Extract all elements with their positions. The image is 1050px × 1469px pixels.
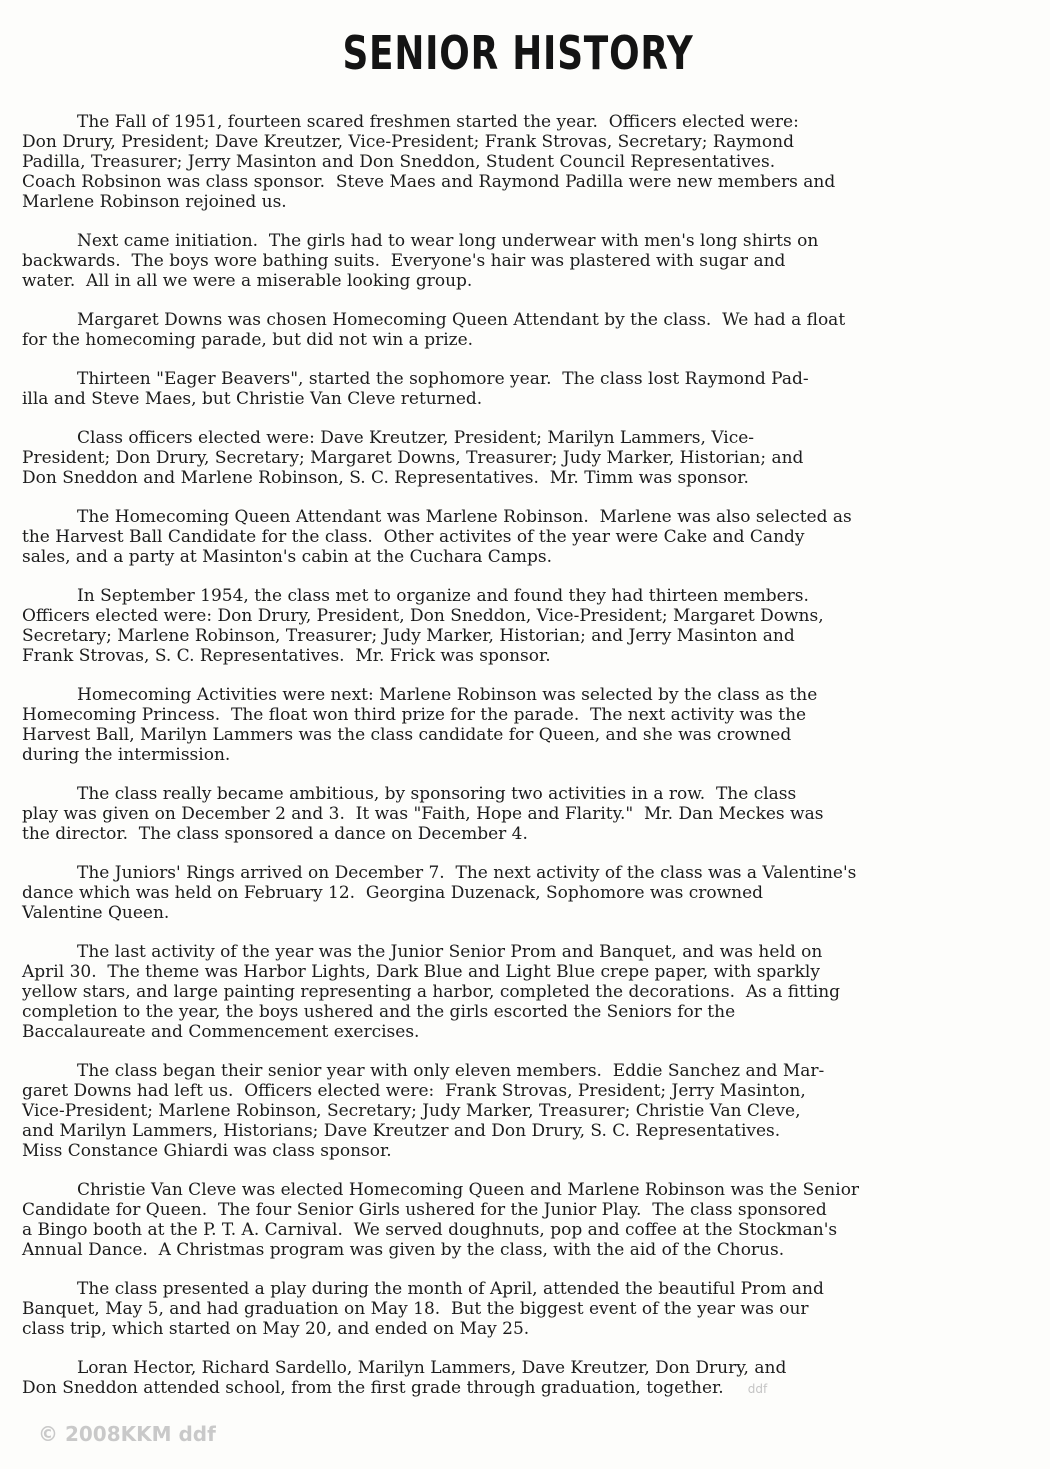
paragraph-line bbox=[22, 1081, 1022, 1101]
paragraph bbox=[22, 1061, 1022, 1161]
paragraph-line-text: and Marilyn Lammers, Historians; Dave Kreutzer and Don Drury, S. C. Representatives. bbox=[22, 1121, 781, 1141]
paragraph-line-text: Frank Strovas, S. C. Representatives. Mr. Frick was sponsor. bbox=[22, 646, 551, 666]
paragraph-line bbox=[22, 1220, 1022, 1240]
paragraph-line bbox=[22, 586, 1022, 606]
paragraph-line bbox=[22, 982, 1022, 1002]
paragraph-line-text: a Bingo booth at the P. T. A. Carnival. We served doughnuts, pop and coffee at the Stockman's bbox=[22, 1220, 838, 1240]
paragraph-line-text: Thirteen "Eager Beavers", started the sophomore year. The class lost Raymond Pad- bbox=[77, 369, 809, 389]
paragraph-line bbox=[22, 942, 1022, 962]
paragraph-line-text: Officers elected were: Don Drury, President, Don Sneddon, Vice-President; Margaret Downs, bbox=[22, 606, 824, 626]
paragraph bbox=[22, 428, 1022, 488]
paragraph-line bbox=[22, 685, 1022, 705]
paragraph-line-text: Harvest Ball, Marilyn Lammers was the class candidate for Queen, and she was crowned bbox=[22, 725, 792, 745]
paragraph-line-text: the Harvest Ball Candidate for the class. Other activites of the year were Cake and Candy bbox=[22, 527, 805, 547]
paragraph-line-text: Don Sneddon and Marlene Robinson, S. C. Representatives. Mr. Timm was sponsor. bbox=[22, 468, 749, 488]
paragraph-line bbox=[22, 428, 1022, 448]
paragraph-line-text: Vice-President; Marlene Robinson, Secretary; Judy Marker, Treasurer; Christie Van Cleve, bbox=[22, 1101, 801, 1121]
paragraph-line bbox=[22, 172, 1022, 192]
paragraph-line bbox=[22, 804, 1022, 824]
page-title: SENIOR HISTORY bbox=[342, 26, 694, 80]
paragraph-line-text: Valentine Queen. bbox=[22, 903, 170, 923]
paragraph bbox=[22, 586, 1022, 666]
paragraph bbox=[22, 784, 1022, 844]
paragraph-line bbox=[22, 112, 1022, 132]
history-body bbox=[22, 112, 1022, 1418]
paragraph-line bbox=[22, 725, 1022, 745]
paragraph-line bbox=[22, 251, 1022, 271]
paragraph-line-text: President; Don Drury, Secretary; Margaret Downs, Treasurer; Judy Marker, Historian; and bbox=[22, 448, 804, 468]
paragraph-line-text: play was given on December 2 and 3. It was "Faith, Hope and Flarity." Mr. Dan Meckes was bbox=[22, 804, 824, 824]
paragraph-line bbox=[22, 448, 1022, 468]
paragraph-line-text: for the homecoming parade, but did not win a prize. bbox=[22, 330, 474, 350]
paragraph-line-text: illa and Steve Maes, but Christie Van Cleve returned. bbox=[22, 389, 483, 409]
paragraph-line-text: Next came initiation. The girls had to wear long underwear with men's long shirts on bbox=[77, 231, 819, 251]
paragraph bbox=[22, 369, 1022, 409]
paragraph-line bbox=[22, 152, 1022, 172]
paragraph-line-text: Loran Hector, Richard Sardello, Marilyn Lammers, Dave Kreutzer, Don Drury, and bbox=[77, 1358, 787, 1378]
paragraph-line-text: completion to the year, the boys ushered and the girls escorted the Seniors for the bbox=[22, 1002, 736, 1022]
paragraph bbox=[22, 112, 1022, 212]
paragraph-line bbox=[22, 1200, 1022, 1220]
paragraph-line bbox=[22, 646, 1022, 666]
paragraph-line bbox=[22, 962, 1022, 982]
paragraph-line bbox=[22, 705, 1022, 725]
paragraph-line bbox=[22, 271, 1022, 291]
paragraph-line bbox=[22, 1279, 1022, 1299]
paragraph bbox=[22, 1180, 1022, 1260]
paragraph bbox=[22, 231, 1022, 291]
paragraph-line bbox=[22, 330, 1022, 350]
paragraph-line-text: backwards. The boys wore bathing suits. Everyone's hair was plastered with sugar and bbox=[22, 251, 786, 271]
paragraph-line-text: Homecoming Activities were next: Marlene Robinson was selected by the class as the bbox=[77, 685, 818, 705]
paragraph-line-text: The last activity of the year was the Junior Senior Prom and Banquet, and was held on bbox=[77, 942, 823, 962]
paragraph-line bbox=[22, 863, 1022, 883]
paragraph-line-text: Annual Dance. A Christmas program was given by the class, with the aid of the Chorus. bbox=[22, 1240, 785, 1260]
paragraph-line-text: Margaret Downs was chosen Homecoming Queen Attendant by the class. We had a float bbox=[77, 310, 846, 330]
paragraph-line-text: The class began their senior year with only eleven members. Eddie Sanchez and Mar- bbox=[77, 1061, 825, 1081]
inline-watermark: ddf bbox=[747, 1382, 768, 1396]
paragraph-line bbox=[22, 1319, 1022, 1339]
paragraph-line bbox=[22, 132, 1022, 152]
paragraph-line bbox=[22, 527, 1022, 547]
paragraph bbox=[22, 1279, 1022, 1339]
paragraph-line bbox=[22, 1378, 1022, 1399]
paragraph-line bbox=[22, 1022, 1022, 1042]
paragraph-line bbox=[22, 547, 1022, 567]
paragraph-line-text: The Fall of 1951, fourteen scared freshmen started the year. Officers elected were: bbox=[77, 112, 799, 132]
paragraph-line bbox=[22, 784, 1022, 804]
paragraph-line-text: Banquet, May 5, and had graduation on May 18. But the biggest event of the year was our bbox=[22, 1299, 809, 1319]
paragraph-line bbox=[22, 310, 1022, 330]
paragraph-line-text: Don Drury, President; Dave Kreutzer, Vice-President; Frank Strovas, Secretary; Raymond bbox=[22, 132, 794, 152]
paragraph-line bbox=[22, 468, 1022, 488]
paragraph-line-text: water. All in all we were a miserable looking group. bbox=[22, 271, 473, 291]
paragraph-line bbox=[22, 1002, 1022, 1022]
paragraph bbox=[22, 942, 1022, 1042]
paragraph-line bbox=[22, 231, 1022, 251]
paragraph-line-text: In September 1954, the class met to organize and found they had thirteen members. bbox=[77, 586, 809, 606]
paragraph-line-text: Homecoming Princess. The float won third prize for the parade. The next activity was the bbox=[22, 705, 807, 725]
paragraph-line-text: dance which was held on February 12. Georgina Duzenack, Sophomore was crowned bbox=[22, 883, 764, 903]
paragraph-line bbox=[22, 903, 1022, 923]
paragraph-line bbox=[22, 606, 1022, 626]
paragraph-line-text: Marlene Robinson rejoined us. bbox=[22, 192, 287, 212]
paragraph-line-text: Miss Constance Ghiardi was class sponsor. bbox=[22, 1141, 392, 1161]
paragraph-line bbox=[22, 1180, 1022, 1200]
paragraph-line-text: garet Downs had left us. Officers elected were: Frank Strovas, President; Jerry Masinton, bbox=[22, 1081, 806, 1101]
paragraph-line bbox=[22, 824, 1022, 844]
paragraph-line-text: Class officers elected were: Dave Kreutzer, President; Marilyn Lammers, Vice- bbox=[77, 428, 755, 448]
paragraph-line-text: The Juniors' Rings arrived on December 7. The next activity of the class was a Valentine's bbox=[77, 863, 857, 883]
paragraph-line bbox=[22, 1141, 1022, 1161]
paragraph-line bbox=[22, 1061, 1022, 1081]
paragraph-line-text: Coach Robsinon was class sponsor. Steve Maes and Raymond Padilla were new members and bbox=[22, 172, 836, 192]
paragraph-line-text: The Homecoming Queen Attendant was Marlene Robinson. Marlene was also selected as bbox=[77, 507, 852, 527]
paragraph-line bbox=[22, 745, 1022, 765]
paragraph-line-text: yellow stars, and large painting representing a harbor, completed the decorations. As a fitting bbox=[22, 982, 841, 1002]
paragraph-line bbox=[22, 389, 1022, 409]
paragraph-line-text: the director. The class sponsored a dance on December 4. bbox=[22, 824, 528, 844]
paragraph-line-text: sales, and a party at Masinton's cabin at the Cuchara Camps. bbox=[22, 547, 553, 567]
paragraph-line-text: April 30. The theme was Harbor Lights, Dark Blue and Light Blue crepe paper, with sparkly bbox=[22, 962, 820, 982]
paragraph-line-text: during the intermission. bbox=[22, 745, 231, 765]
paragraph-line-text: Don Sneddon attended school, from the first grade through graduation, together. bbox=[22, 1378, 724, 1398]
paragraph-line-text: class trip, which started on May 20, and ended on May 25. bbox=[22, 1319, 530, 1339]
paragraph bbox=[22, 507, 1022, 567]
paragraph-line bbox=[22, 626, 1022, 646]
paragraph bbox=[22, 685, 1022, 765]
paragraph-line-text: The class presented a play during the month of April, attended the beautiful Prom and bbox=[77, 1279, 824, 1299]
paragraph-line bbox=[22, 192, 1022, 212]
paragraph-line-text: Christie Van Cleve was elected Homecoming Queen and Marlene Robinson was the Senior bbox=[77, 1180, 860, 1200]
paragraph-line-text: The class really became ambitious, by sponsoring two activities in a row. The class bbox=[77, 784, 797, 804]
paragraph bbox=[22, 863, 1022, 923]
paragraph-line bbox=[22, 1240, 1022, 1260]
paragraph-line bbox=[22, 507, 1022, 527]
copyright-watermark: © 2008KKM ddf bbox=[38, 1422, 216, 1446]
paragraph-line bbox=[22, 369, 1022, 389]
paragraph-line-text: Padilla, Treasurer; Jerry Masinton and Don Sneddon, Student Council Representatives. bbox=[22, 152, 776, 172]
paragraph-line-text: Candidate for Queen. The four Senior Girls ushered for the Junior Play. The class sponsored bbox=[22, 1200, 827, 1220]
paragraph-line bbox=[22, 1101, 1022, 1121]
paragraph-line bbox=[22, 883, 1022, 903]
paragraph bbox=[22, 1358, 1022, 1399]
paragraph-line bbox=[22, 1121, 1022, 1141]
paragraph-line-text: Baccalaureate and Commencement exercises. bbox=[22, 1022, 420, 1042]
paragraph-line-text: Secretary; Marlene Robinson, Treasurer; Judy Marker, Historian; and Jerry Masinton and bbox=[22, 626, 795, 646]
paragraph-line bbox=[22, 1358, 1022, 1378]
paragraph-line bbox=[22, 1299, 1022, 1319]
paragraph bbox=[22, 310, 1022, 350]
